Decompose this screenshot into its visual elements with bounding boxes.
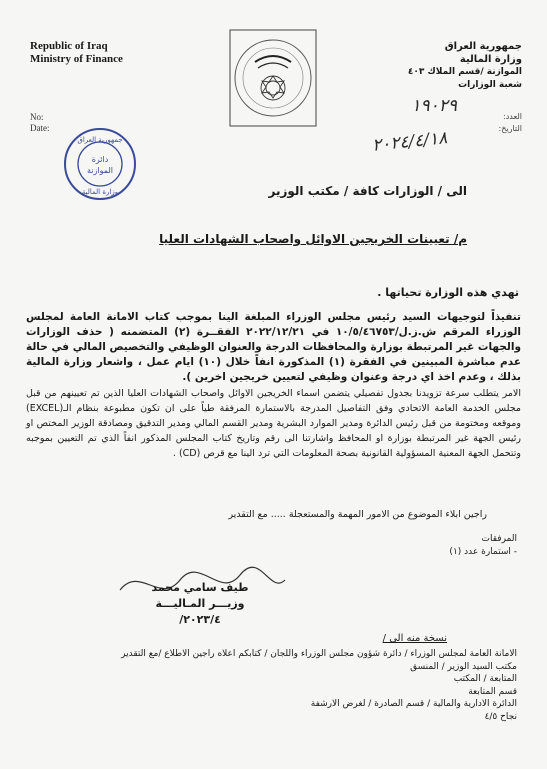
signer-title: وزيـــر المـاليـــة: [155, 597, 245, 610]
stamp-text-mid: دائرة: [91, 155, 109, 164]
ministry-en: Ministry of Finance: [30, 53, 123, 65]
copy-item: المتابعة / المكتب: [453, 674, 517, 684]
copy-item: مكتب السيد الوزير / المنسق: [410, 661, 517, 672]
stamp-text-top: جمهورية العراق: [77, 136, 123, 144]
paragraph-1: تنفيذاً لتوجيهات السيد رئيس مجلس الوزراء المبلغة الينا بموجب كتاب الامانة العامة لمجلس الوزراء المرقم ش.ز.ل/١٠/٥/٤٦٧٥٣ في ٢٠٢٢/١٢/٢١ الفقــرة (٢) المتضمنه ( حذف الوزارات والجهات غير المرتبطة بوزارة والمحافظات الدرجة والعنوان الوظيفي والتخصيص المالي في حالة عدم مباشرة المبينين في الفقرة (١) المذكورة انفاً خلال (١٠) ايام عمل ، واشعار وزارة المالية بذلك ، وعدم اخذ اي درجة وعنوان وظيفي لتعيين خريجين اخرين ).: [26, 311, 521, 383]
signer-name: طيف سامي محمد: [151, 581, 249, 594]
signature-date: ٢٠٢٣/٤/: [179, 613, 221, 626]
budget-department-stamp: [62, 126, 138, 202]
header-right: [342, 40, 522, 92]
copies-heading: نسخة منه الى /: [382, 633, 447, 644]
copy-item: الامانة العامة لمجلس الوزراء / دائرة شؤون مجلس الوزراء واللجان / كتابكم اعلاه راجين الاطلاع /مع التقدير: [121, 649, 517, 659]
section-ar: شعبة الوزارات: [458, 80, 522, 90]
attachments-label: المرفقات: [481, 534, 517, 544]
attachment-item: - استمارة عدد (١): [449, 547, 517, 557]
ministry-ar: وزارة المالية: [459, 54, 522, 65]
signature-block: [140, 580, 260, 628]
handwritten-number: ١٩٠٢٩: [411, 96, 457, 116]
copies-list: [121, 648, 517, 723]
date-label-ar: التاريخ:: [498, 124, 522, 133]
number-label-ar: العدد:: [503, 112, 522, 121]
copy-item: الدائرة الادارية والمالية / قسم الصادرة / لغرض الارشفة: [310, 699, 517, 709]
department-ar: الموازنة /قسم الملاك ٤٠٣: [407, 67, 522, 77]
subject-line: [159, 232, 467, 246]
copy-item: نجاح ٤/٥: [484, 711, 517, 722]
stamp-text-low: الموازنة: [86, 166, 114, 175]
country-ar: جمهورية العراق: [444, 41, 522, 52]
stamp-text-bottom: وزارة المالية: [81, 188, 119, 196]
greeting: تهدي هذه الوزارة تحياتها .: [377, 286, 519, 299]
recipient-line: الى / الوزارات كافة / مكتب الوزير: [268, 184, 467, 198]
header-left: [30, 40, 210, 66]
copy-item: قسم المتابعة: [468, 686, 517, 697]
no-label-en: No:: [30, 112, 44, 122]
ministry-emblem-icon: [228, 28, 318, 128]
subject-text: م/ تعيينات الخريجين الاوائل واصحاب الشهادات العليا: [159, 232, 467, 246]
country-en: Republic of Iraq: [30, 40, 108, 52]
closing-line: راجين ابلاء الموضوع من الامور المهمة والمستعجلة ..... مع التقدير: [228, 509, 487, 520]
date-label-en: Date:: [30, 123, 50, 133]
number-date-en: [30, 112, 50, 134]
paragraph-2: الامر يتطلب سرعة تزويدنا بجدول تفصيلي يتضمن اسماء الخريجين الاوائل واصحاب الشهادات العليا الذين تم تعيينهم من قبل مجلس الخدمة العامة الاتحادي وفق التفاصيل المدرجة بالاستمارة المرفقة طياً على ان تكون مطبوعة بنظام الـ(EXCEL) وموقعه ومختومة من قبل رئيس الدائرة ومدير الموارد البشرية ومدير القسم المالي ومدير التدقيق ومصادقة الوزير المختص او رئيس الجهة غير المرتبطة بوزارة او المحافظ واشارتنا الى رقم وتاريخ كتاب المجلس المذكور انفاً الذي تم التعيين بموجبه وتتحمل الجهة المعنية المسؤولية القانونية بصحة المعلومات التي ترد الينا مع قرص (CD) .: [26, 388, 521, 459]
handwritten-date: ٢٠٢٤/٤/١٨: [370, 128, 448, 156]
